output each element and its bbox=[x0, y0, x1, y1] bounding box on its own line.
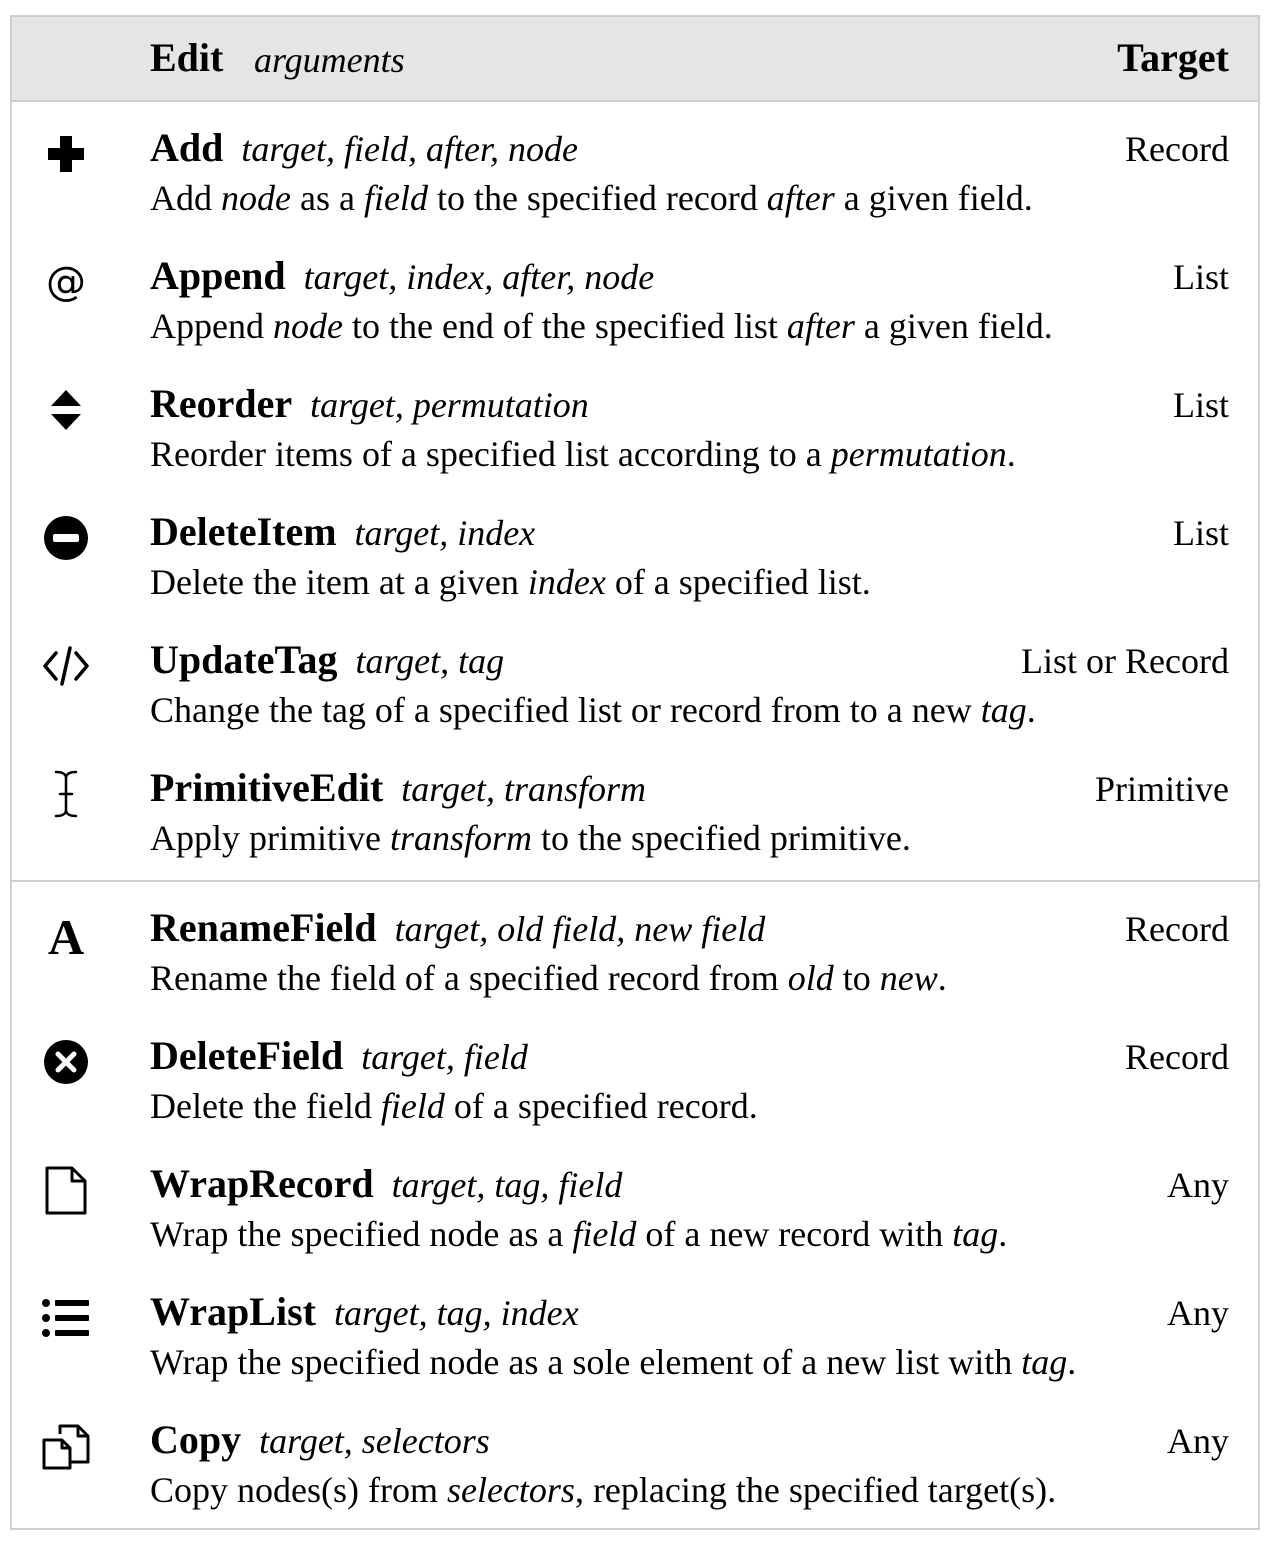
edit-name-label: WrapList bbox=[150, 1289, 316, 1334]
x-circle-icon bbox=[38, 1034, 94, 1090]
edit-name bbox=[150, 636, 504, 683]
edit-description: Copy nodes(s) from selectors, replacing the specified target(s). bbox=[150, 1470, 1057, 1510]
table-row bbox=[12, 766, 1258, 894]
edit-description: Wrap the specified node as a sole element of a new list with tag. bbox=[150, 1342, 1077, 1382]
edit-name bbox=[150, 904, 765, 951]
table-row bbox=[12, 126, 1258, 254]
edit-arguments: target, index bbox=[354, 513, 536, 553]
edit-description: Apply primitive transform to the specified primitive. bbox=[150, 818, 911, 858]
edit-target: Any bbox=[1167, 1165, 1229, 1205]
minus-circle-icon bbox=[38, 510, 94, 566]
edit-description: Add node as a field to the specified record after a given field. bbox=[150, 178, 1033, 218]
edit-name bbox=[150, 252, 654, 299]
text-cursor-icon bbox=[38, 766, 94, 822]
edit-name bbox=[150, 1160, 622, 1207]
edit-arguments: target, field bbox=[361, 1037, 528, 1077]
table-row bbox=[12, 638, 1258, 766]
edit-name-label: DeleteItem bbox=[150, 509, 337, 554]
svg-text:A: A bbox=[47, 909, 85, 962]
edit-name-label: DeleteField bbox=[150, 1033, 344, 1078]
edit-description: Delete the field field of a specified record. bbox=[150, 1086, 758, 1126]
table-header bbox=[12, 17, 1258, 102]
table-row bbox=[12, 1034, 1258, 1162]
header-edit: Edit bbox=[150, 35, 224, 80]
edit-target: Any bbox=[1167, 1421, 1229, 1461]
svg-text:@: @ bbox=[46, 259, 86, 305]
edit-name bbox=[150, 1288, 579, 1335]
edit-name-label: UpdateTag bbox=[150, 637, 338, 682]
edit-name-label: PrimitiveEdit bbox=[150, 765, 384, 810]
edit-name bbox=[150, 764, 646, 811]
edits-table bbox=[10, 15, 1260, 1530]
edit-description: Rename the field of a specified record from old to new. bbox=[150, 958, 947, 998]
edit-name bbox=[150, 508, 535, 555]
edit-target: List or Record bbox=[1021, 641, 1229, 681]
table-row bbox=[12, 1162, 1258, 1290]
letter-a-icon bbox=[38, 906, 94, 962]
at-sign-icon bbox=[38, 254, 94, 310]
edit-name-label: WrapRecord bbox=[150, 1161, 374, 1206]
table-row bbox=[12, 382, 1258, 510]
table-row bbox=[12, 1290, 1258, 1418]
file-icon bbox=[38, 1162, 94, 1218]
edit-name-label: Add bbox=[150, 125, 224, 170]
edit-target: Any bbox=[1167, 1293, 1229, 1333]
copy-icon bbox=[38, 1418, 94, 1474]
edit-arguments: target, tag bbox=[355, 641, 505, 681]
edit-arguments: target, old field, new field bbox=[394, 909, 766, 949]
edit-name bbox=[150, 124, 578, 171]
header-arguments: arguments bbox=[254, 40, 405, 80]
header-target: Target bbox=[1117, 35, 1229, 80]
edit-description: Append node to the end of the specified list after a given field. bbox=[150, 306, 1053, 346]
edit-name bbox=[150, 1032, 528, 1079]
table-row bbox=[12, 1418, 1258, 1546]
list-icon bbox=[38, 1290, 94, 1346]
edit-name-label: Append bbox=[150, 253, 286, 298]
edit-name bbox=[150, 1416, 490, 1463]
edit-arguments: target, tag, index bbox=[333, 1293, 579, 1333]
edit-description: Delete the item at a given index of a specified list. bbox=[150, 562, 871, 602]
edit-name-label: Reorder bbox=[150, 381, 293, 426]
edit-description: Change the tag of a specified list or record from to a new tag. bbox=[150, 690, 1036, 730]
sort-icon bbox=[38, 382, 94, 438]
edit-arguments: target, selectors bbox=[259, 1421, 490, 1461]
edit-description: Reorder items of a specified list according to a permutation. bbox=[150, 434, 1016, 474]
edit-name bbox=[150, 380, 589, 427]
table-row bbox=[12, 510, 1258, 638]
edit-name-label: Copy bbox=[150, 1417, 242, 1462]
table-row bbox=[12, 906, 1258, 1034]
edit-target: List bbox=[1172, 385, 1229, 425]
edit-target: List bbox=[1172, 257, 1229, 297]
code-icon bbox=[38, 638, 94, 694]
edit-description: Wrap the specified node as a field of a new record with tag. bbox=[150, 1214, 1008, 1254]
table-row bbox=[12, 254, 1258, 382]
edit-arguments: target, index, after, node bbox=[303, 257, 655, 297]
plus-icon bbox=[38, 126, 94, 182]
edit-target: Record bbox=[1125, 909, 1229, 949]
edit-arguments: target, tag, field bbox=[391, 1165, 623, 1205]
edit-target: List bbox=[1172, 513, 1229, 553]
edit-target: Record bbox=[1125, 1037, 1229, 1077]
edit-target: Record bbox=[1125, 129, 1229, 169]
edit-arguments: target, transform bbox=[401, 769, 646, 809]
edit-arguments: target, permutation bbox=[310, 385, 589, 425]
edit-arguments: target, field, after, node bbox=[241, 129, 579, 169]
edit-target: Primitive bbox=[1095, 769, 1229, 809]
edit-name-label: RenameField bbox=[150, 905, 377, 950]
